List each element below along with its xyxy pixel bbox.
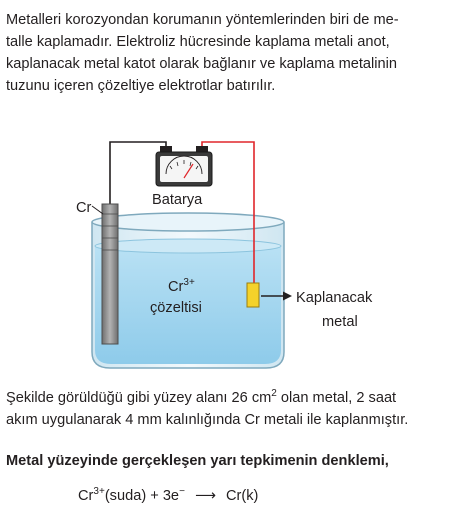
reactant-state: (suda): [104, 487, 147, 504]
reactant-charge: 3+: [93, 486, 105, 497]
product: Cr(k): [225, 487, 259, 504]
problem-paragraph: [6, 383, 462, 431]
cathode-label-line-2: metal: [322, 314, 358, 330]
question-heading: Metal yüzeyinde gerçekleşen yarı tepkimenin denklemi,: [6, 453, 389, 469]
reaction-arrow: ⟶: [194, 487, 216, 504]
intro-line-4: tuzunu içeren çözeltiye elektrotlar batırılır.: [6, 78, 276, 94]
anode-label-pointer: [92, 206, 103, 214]
battery-label: Batarya: [152, 192, 203, 208]
cathode-pointer-arrowhead: [283, 292, 292, 301]
half-reaction-equation: [78, 486, 258, 504]
cathode-label-line-1: Kaplanacak: [296, 290, 373, 306]
battery-meter: [156, 146, 212, 186]
intro-line-2: talle kaplamadır. Elektroliz hücresinde kaplama metali anot,: [6, 34, 390, 50]
problem-line-2: akım uygulanarak 4 mm kalınlığında Cr metali ile kaplanmıştır.: [6, 411, 409, 428]
intro-line-3: kaplanacak metal katot olarak bağlanır ve kaplama metalinin: [6, 56, 398, 72]
solution-name-label: çözeltisi: [150, 300, 202, 316]
chromium-anode: [102, 204, 118, 344]
problem-line-1: Şekilde görüldüğü gibi yüzey alanı 26 $cm^2$ olan metal, 2 saat: [6, 388, 397, 406]
cathode-metal: [247, 283, 259, 307]
solution-ion-label: $Cr^{3+}$: [168, 277, 195, 295]
electron-term: + 3e: [146, 487, 180, 504]
intro-line-1: Metalleri korozyondan korumanın yöntemlerinden biri de me-: [6, 12, 399, 28]
reactant-ion: Cr: [78, 487, 94, 504]
electron-charge: −: [179, 486, 185, 497]
anode-label: Cr: [76, 200, 92, 216]
